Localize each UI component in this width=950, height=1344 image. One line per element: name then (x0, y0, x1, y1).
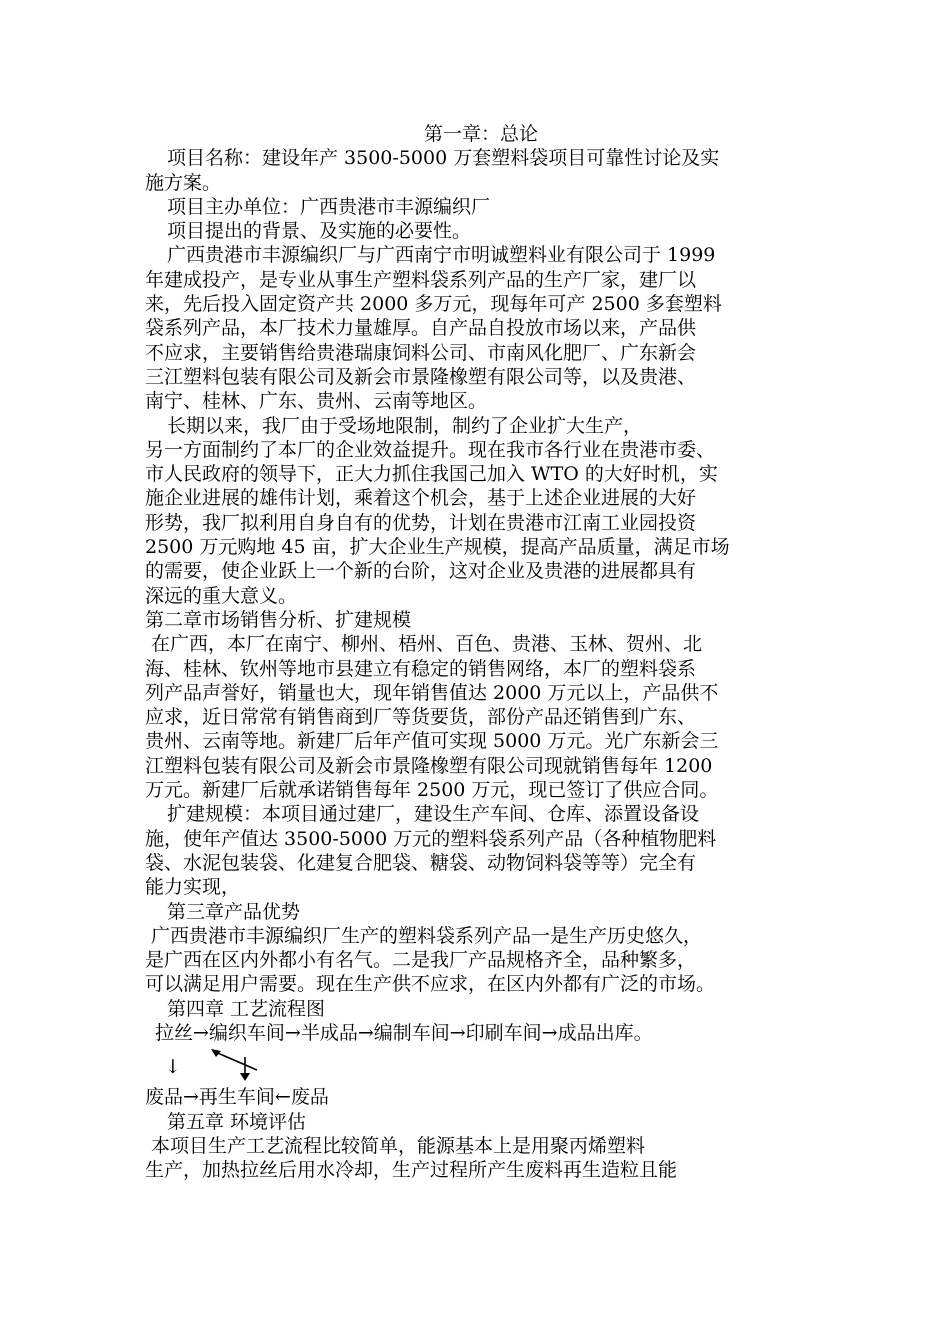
chapter-2-para-1-line: 应求，近日常常有销售商到厂等货要货，部份产品还销售到广东、 (145, 706, 697, 729)
project-name-line-1: 项目名称：建设年产 3500-5000 万套塑料袋项目可靠性讨论及实 (167, 147, 720, 170)
chapter-1-para-2-line: 深远的重大意义。 (145, 584, 298, 607)
chapter-1-para-2-line: 施企业进展的雄伟计划，乘着这个机会，基于上述企业进展的大好 (145, 487, 697, 510)
process-flow-arrows (145, 1045, 817, 1085)
chapter-2-para-2-line: 能力实现， (145, 876, 241, 899)
chapter-2-para-2-line: 袋、水泥包装袋、化建复合肥袋、糖袋、动物饲料袋等等）完全有 (145, 851, 697, 874)
chapter-3-title: 第三章产品优势 (167, 900, 301, 923)
down-arrow-head-icon (240, 1073, 250, 1081)
chapter-2-para-1-line: 江塑料包装有限公司及新会市景隆橡塑有限公司现就销售每年 1200 (145, 754, 713, 777)
chapter-2-para-1-line: 在广西，本厂在南宁、柳州、梧州、百色、贵港、玉林、贺州、北 (151, 633, 703, 656)
down-arrow-icon: ↓ (165, 1056, 181, 1079)
chapter-1-para-2-line: 的需要，使企业跃上一个新的台阶，这对企业及贵港的进展都具有 (145, 560, 697, 583)
chapter-1-para-1-line: 年建成投产，是专业从事生产塑料袋系列产品的生产厂家，建厂以 (145, 268, 697, 291)
process-flow-main: 拉丝→编织车间→半成品→编制车间→印刷车间→成品出库。 (155, 1021, 653, 1044)
chapter-2-para-1-line: 贵州、云南等地。新建厂后年产值可实现 5000 万元。光广东新会三 (145, 730, 719, 753)
chapter-2-title: 第二章市场销售分析、扩建规模 (145, 608, 412, 631)
chapter-1-para-1-line: 三江塑料包装有限公司及新会市景隆橡塑有限公司等，以及贵港、 (145, 365, 697, 388)
chapter-3-para-1-line: 是广西在区内外都小有名气。二是我厂产品规格齐全，品种繁多， (145, 949, 697, 972)
chapter-2-para-1-line: 万元。新建厂后就承诺销售每年 2500 万元，现已签订了供应合同。 (145, 779, 719, 802)
chapter-2-para-2-line: 扩建规模：本项目通过建厂，建设生产车间、仓库、添置设备设 (167, 803, 700, 826)
chapter-1-para-1-line: 南宁、桂林、广东、贵州、云南等地区。 (145, 390, 488, 413)
diagonal-return-arrow-icon (213, 1051, 257, 1070)
chapter-1-para-2-line: 另一方面制约了本厂的企业效益提升。现在我市各行业在贵港市委、 (145, 438, 716, 461)
chapter-2-para-1-line: 海、桂林、钦州等地市县建立有稳定的销售网络，本厂的塑料袋系 (145, 657, 697, 680)
chapter-1-para-2-line: 市人民政府的领导下，正大力抓住我国己加入 WTO 的大好时机，实 (145, 463, 718, 486)
chapter-1-para-1-line: 袋系列产品，本厂技术力量雄厚。自产品自投放市场以来，产品供 (145, 317, 697, 340)
process-flow-waste: 废品→再生车间←废品 (145, 1086, 329, 1109)
project-background-heading: 项目提出的背景、及实施的必要性。 (167, 220, 472, 243)
chapter-1-para-2-line: 长期以来，我厂由于受场地限制，制约了企业扩大生产， (167, 414, 643, 437)
chapter-1-para-2-line: 2500 万元购地 45 亩，扩大企业生产规模，提高产品质量，满足市场 (145, 536, 730, 559)
chapter-2-para-1-line: 列产品声誉好，销量也大，现年销售值达 2000 万元以上，产品供不 (145, 681, 719, 704)
chapter-1-para-1-line: 不应求，主要销售给贵港瑞康饲料公司、市南风化肥厂、广东新会 (145, 341, 697, 364)
chapter-2-para-2-line: 施，使年产值达 3500-5000 万元的塑料袋系列产品（各种植物肥料 (145, 827, 717, 850)
chapter-5-para-1-line: 本项目生产工艺流程比较简单，能源基本上是用聚丙烯塑料 (151, 1134, 646, 1157)
chapter-5-para-1-line: 生产，加热拉丝后用水冷却，生产过程所产生废料再生造粒且能 (145, 1159, 678, 1182)
chapter-1-para-2-line: 形势，我厂拟利用自身自有的优势，计划在贵港市江南工业园投资 (145, 511, 697, 534)
document-body (145, 122, 817, 1182)
project-name-line-2: 施方案。 (145, 171, 222, 194)
chapter-3-para-1-line: 可以满足用户需要。现在生产供不应求，在区内外都有广泛的市场。 (145, 973, 716, 996)
chapter-1-para-1-line: 广西贵港市丰源编织厂与广西南宁市明诚塑料业有限公司于 1999 (167, 244, 716, 267)
chapter-3-para-1-line: 广西贵港市丰源编织厂生产的塑料袋系列产品一是生产历史悠久， (151, 924, 703, 947)
chapter-1-para-1-line: 来，先后投入固定资产共 2000 多万元，现每年可产 2500 多套塑料 (145, 293, 722, 316)
project-sponsor: 项目主办单位：广西贵港市丰源编织厂 (167, 195, 491, 218)
chapter-1-title: 第一章：总论 (423, 123, 538, 145)
chapter-4-title: 第四章 工艺流程图 (167, 997, 326, 1020)
flow-connector-icon (145, 1045, 265, 1085)
chapter-5-title: 第五章 环境评估 (167, 1110, 307, 1133)
